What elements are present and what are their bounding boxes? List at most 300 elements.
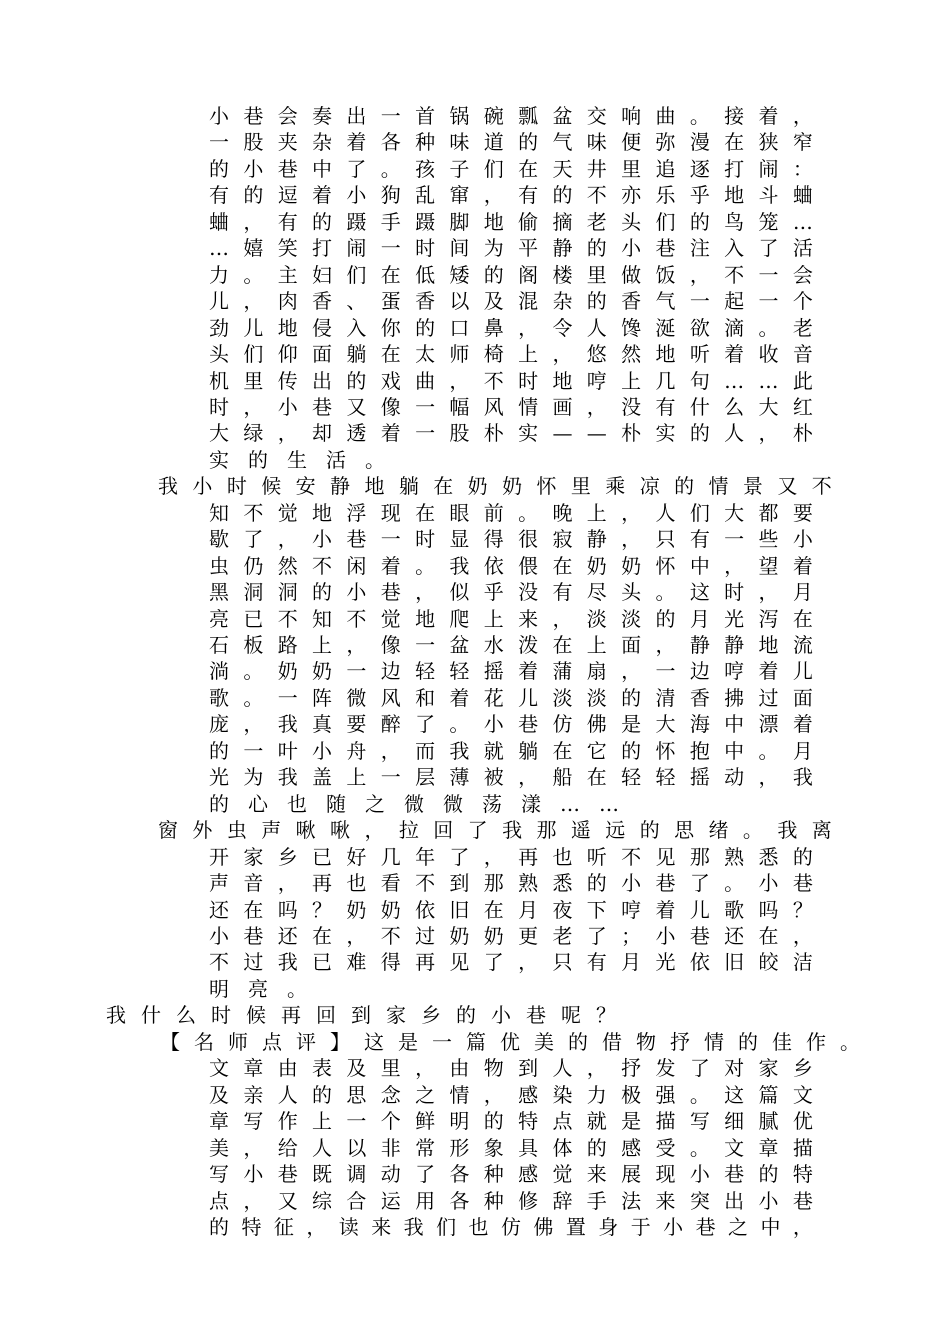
text-char: 绿 xyxy=(243,421,264,446)
text-char: 静 xyxy=(330,474,351,499)
text-char: 由 xyxy=(277,1056,298,1081)
text-char: 乎 xyxy=(483,580,504,605)
text-char: 道 xyxy=(483,130,504,155)
text-char: 借 xyxy=(602,1029,622,1054)
text-char: 的 xyxy=(586,289,607,314)
text-char: 活 xyxy=(326,447,346,472)
text-char: 清 xyxy=(655,685,676,710)
text-char: 淡 xyxy=(586,685,607,710)
text-char: 仍 xyxy=(243,553,264,578)
text-char: 已 xyxy=(312,950,333,975)
text-char: 情 xyxy=(704,1029,724,1054)
text-char: 着 xyxy=(655,897,676,922)
text-char: 着 xyxy=(724,342,745,366)
text-char: 不 xyxy=(415,871,436,895)
text-char: 由 xyxy=(449,1056,470,1081)
text-char: 来 xyxy=(518,606,539,631)
text-char: 中 xyxy=(724,712,745,737)
text-char: 中 xyxy=(312,156,333,181)
text-char: 文 xyxy=(724,1135,745,1160)
text-char: 描 xyxy=(792,1135,813,1160)
text-char: 不 xyxy=(811,474,832,499)
text-char: 生 xyxy=(287,447,307,472)
text-char: 蹑 xyxy=(346,209,367,234)
text-char: 和 xyxy=(415,685,436,710)
text-char: 形 xyxy=(449,1135,470,1160)
text-char: 肉 xyxy=(277,289,298,314)
text-char: ： xyxy=(792,156,813,181)
text-char: 力 xyxy=(209,262,229,287)
text-line xyxy=(209,368,813,394)
text-char: ， xyxy=(758,765,779,790)
text-char: 、 xyxy=(346,289,367,314)
text-char: 在 xyxy=(380,262,401,287)
text-char: 淡 xyxy=(586,606,607,631)
text-char: 及 xyxy=(346,1056,367,1081)
text-char: 鸟 xyxy=(724,209,745,234)
text-char: 一 xyxy=(346,659,367,684)
text-char: 体 xyxy=(552,1135,573,1160)
text-char: 打 xyxy=(312,236,333,261)
text-char: 展 xyxy=(621,1162,642,1186)
text-char: 地 xyxy=(483,209,504,234)
text-char: 笑 xyxy=(277,236,298,261)
text-char: 们 xyxy=(483,156,504,181)
text-char: 及 xyxy=(483,289,504,314)
text-char: ， xyxy=(277,527,298,552)
text-char: 巷 xyxy=(380,580,401,605)
text-char: 扇 xyxy=(586,659,607,684)
text-char: 怀 xyxy=(655,738,676,763)
text-char: 【 xyxy=(160,1029,180,1054)
text-char: 会 xyxy=(277,104,298,128)
text-char: 的 xyxy=(483,1109,504,1134)
text-char: 入 xyxy=(346,315,367,340)
text-char: 蒲 xyxy=(552,659,573,684)
text-char: 见 xyxy=(655,844,676,869)
text-char: ， xyxy=(277,871,298,895)
text-char: 些 xyxy=(758,527,779,552)
text-char: ， xyxy=(621,527,642,552)
text-char: 奏 xyxy=(312,104,333,128)
text-char: 嬉 xyxy=(243,236,264,261)
text-char: 美 xyxy=(534,1029,554,1054)
text-char: 哼 xyxy=(621,897,642,922)
text-char: 小 xyxy=(277,394,298,419)
text-char: 受 xyxy=(655,1135,676,1160)
text-char: 鼻 xyxy=(483,315,504,340)
text-line xyxy=(106,1002,616,1028)
text-char: 的 xyxy=(312,209,333,234)
text-char: 时 xyxy=(211,1003,231,1028)
text-char: 欲 xyxy=(689,315,710,340)
text-char: 师 xyxy=(228,1029,248,1054)
text-char: 身 xyxy=(598,1214,619,1239)
text-char: 在 xyxy=(518,156,539,181)
text-char: ， xyxy=(243,289,264,314)
text-char: 着 xyxy=(380,553,401,578)
text-char: 混 xyxy=(518,289,539,314)
text-char: 。 xyxy=(758,738,779,763)
text-char: 随 xyxy=(326,791,346,816)
text-char: 我 xyxy=(277,765,298,790)
text-char: 蛋 xyxy=(380,289,401,314)
text-char: 间 xyxy=(449,236,470,261)
text-char: 要 xyxy=(792,500,813,525)
text-char: 此 xyxy=(792,368,813,393)
text-char: 旧 xyxy=(724,950,745,975)
text-char: 下 xyxy=(586,897,607,922)
text-char: 悠 xyxy=(586,342,607,366)
text-char: 离 xyxy=(811,818,832,843)
text-char: 个 xyxy=(380,1109,401,1134)
text-char: 师 xyxy=(449,342,470,366)
text-char: 佳 xyxy=(772,1029,792,1054)
text-char: 。 xyxy=(840,1029,860,1054)
text-char: 也 xyxy=(552,844,573,869)
text-char: 却 xyxy=(312,421,333,446)
text-char: 荡 xyxy=(482,791,502,816)
text-char: 过 xyxy=(243,950,264,975)
text-char: ， xyxy=(689,262,710,287)
text-line xyxy=(209,235,813,261)
text-char: 优 xyxy=(500,1029,520,1054)
text-char: 的 xyxy=(586,871,607,895)
text-char: 在 xyxy=(433,474,454,499)
text-char: 难 xyxy=(346,950,367,975)
text-char: 已 xyxy=(312,844,333,869)
text-char: 。 xyxy=(689,1135,710,1160)
text-char: ， xyxy=(243,209,264,234)
text-char: 奶 xyxy=(467,474,488,499)
text-char: 我 xyxy=(403,1214,424,1239)
text-char: 地 xyxy=(758,633,779,657)
text-char: 斗 xyxy=(758,183,779,208)
text-char: 强 xyxy=(655,1082,676,1107)
text-char: 再 xyxy=(415,950,436,975)
text-char: … xyxy=(599,791,619,816)
text-char: 没 xyxy=(518,580,539,605)
text-char: 怀 xyxy=(655,553,676,578)
text-char: 熟 xyxy=(518,871,539,895)
text-char: 曲 xyxy=(655,104,676,128)
text-char: 到 xyxy=(518,1056,539,1081)
text-char: 庞 xyxy=(209,712,229,737)
text-char: 声 xyxy=(209,871,229,895)
text-char: 着 xyxy=(758,104,779,128)
text-char: 光 xyxy=(209,765,229,790)
text-char: 不 xyxy=(586,183,607,208)
text-char: 回 xyxy=(316,1003,336,1028)
text-char: 在 xyxy=(552,738,573,763)
text-char: 置 xyxy=(565,1214,586,1239)
text-char: 做 xyxy=(621,262,642,287)
text-char: 我 xyxy=(106,1003,126,1028)
text-char: 的 xyxy=(689,209,710,234)
text-char: 躺 xyxy=(398,474,419,499)
text-line xyxy=(209,394,813,420)
text-char: 一 xyxy=(689,289,710,314)
text-char: 没 xyxy=(621,394,642,419)
text-char: ， xyxy=(518,950,539,975)
text-char: 股 xyxy=(243,130,264,155)
text-char: 淌 xyxy=(209,659,229,684)
text-char: ， xyxy=(552,606,573,631)
text-char: 写 xyxy=(243,1109,264,1134)
text-char: 回 xyxy=(433,818,454,843)
text-char: 这 xyxy=(724,1082,745,1107)
text-char: 老 xyxy=(792,315,813,340)
text-char: 的 xyxy=(248,447,268,472)
text-char: 在 xyxy=(243,897,264,922)
text-char: 有 xyxy=(689,527,710,552)
text-char: 里 xyxy=(380,1056,401,1081)
text-char: 物 xyxy=(483,1056,504,1081)
text-char: 的 xyxy=(568,1029,588,1054)
text-char: 手 xyxy=(380,209,401,234)
text-char: 实 xyxy=(655,421,676,446)
text-line xyxy=(209,1055,813,1081)
text-char: 的 xyxy=(209,156,229,181)
text-char: 小 xyxy=(758,1188,779,1213)
text-char: 们 xyxy=(243,342,264,366)
text-char: 啾 xyxy=(330,818,351,843)
text-char: 花 xyxy=(483,685,504,710)
text-char: 常 xyxy=(415,1135,436,1160)
text-char: 面 xyxy=(312,342,333,366)
text-char: 种 xyxy=(483,1162,504,1186)
text-char: 人 xyxy=(655,500,676,525)
text-char: 着 xyxy=(449,685,470,710)
text-char: 什 xyxy=(689,394,710,419)
text-char: ， xyxy=(552,342,573,366)
text-char: 风 xyxy=(483,394,504,419)
text-char: 之 xyxy=(415,1082,436,1107)
text-char: 家 xyxy=(386,1003,406,1028)
text-char: 舟 xyxy=(346,738,367,763)
text-char: 朴 xyxy=(483,421,504,446)
text-char: 佛 xyxy=(586,712,607,737)
text-char: 洞 xyxy=(277,580,298,605)
text-char: 在 xyxy=(380,342,401,366)
text-char: 香 xyxy=(415,289,436,314)
text-char: 地 xyxy=(415,606,436,631)
text-char: 气 xyxy=(552,130,573,155)
text-char: 我 xyxy=(277,712,298,737)
text-char: 侵 xyxy=(312,315,333,340)
text-char: 篇 xyxy=(466,1029,486,1054)
text-char: 在 xyxy=(552,633,573,657)
text-char: 听 xyxy=(689,342,710,366)
text-line xyxy=(209,711,813,737)
text-char: 很 xyxy=(518,527,539,552)
text-char: 了 xyxy=(346,156,367,181)
text-char: 一 xyxy=(758,289,779,314)
text-char: 地 xyxy=(552,368,573,393)
text-char: 地 xyxy=(655,342,676,366)
text-char: 在 xyxy=(586,765,607,790)
text-char: 各 xyxy=(449,1162,470,1186)
text-char: 音 xyxy=(792,342,813,366)
text-line xyxy=(209,923,813,949)
text-char: 呢 xyxy=(561,1003,581,1028)
text-char: ， xyxy=(655,633,676,657)
text-char: 月 xyxy=(518,897,539,922)
text-char: 乱 xyxy=(415,183,436,208)
text-char: 孩 xyxy=(415,156,436,181)
text-char: 了 xyxy=(483,950,504,975)
text-char: 奶 xyxy=(449,923,470,948)
text-char: 一 xyxy=(380,765,401,790)
text-char: 光 xyxy=(724,606,745,631)
text-char: ， xyxy=(483,1082,504,1107)
text-line xyxy=(209,976,813,1002)
text-char: 你 xyxy=(380,315,401,340)
text-char: 脚 xyxy=(449,209,470,234)
text-char: 觉 xyxy=(380,606,401,631)
text-char: 是 xyxy=(621,1109,642,1134)
text-char: 现 xyxy=(655,1162,676,1186)
text-char: 大 xyxy=(758,394,779,419)
text-char: 巷 xyxy=(277,1162,298,1186)
text-line xyxy=(160,1029,860,1055)
text-char: 里 xyxy=(586,262,607,287)
text-char: 奶 xyxy=(621,553,642,578)
text-char: … xyxy=(209,236,229,261)
text-char: 闹 xyxy=(758,156,779,181)
text-char: 描 xyxy=(655,1109,676,1134)
text-line xyxy=(209,579,813,605)
text-char: 乡 xyxy=(277,844,298,869)
text-char: 一 xyxy=(724,527,745,552)
text-line xyxy=(209,182,813,208)
text-char: 香 xyxy=(312,289,333,314)
text-char: 安 xyxy=(295,474,316,499)
text-char: 写 xyxy=(689,1109,710,1134)
text-char: 尽 xyxy=(586,580,607,605)
text-char: 微 xyxy=(404,791,424,816)
text-char: 味 xyxy=(586,130,607,155)
text-char: 碗 xyxy=(483,104,504,128)
text-char: 】 xyxy=(330,1029,350,1054)
text-char: 闲 xyxy=(346,553,367,578)
text-char: 于 xyxy=(630,1214,651,1239)
text-char: 都 xyxy=(758,500,779,525)
text-char: 腻 xyxy=(758,1109,779,1134)
text-char: 。 xyxy=(243,262,264,287)
text-char: 一 xyxy=(380,104,401,128)
text-char: 便 xyxy=(621,130,642,155)
text-char: 月 xyxy=(792,738,813,763)
text-char: 之 xyxy=(728,1214,748,1239)
text-char: 躺 xyxy=(346,342,367,366)
text-char: 天 xyxy=(552,156,573,181)
text-line xyxy=(209,658,813,684)
text-char: 了 xyxy=(415,1162,436,1186)
text-char: 着 xyxy=(792,553,813,578)
text-char: 时 xyxy=(724,580,745,605)
text-char: 小 xyxy=(209,104,229,128)
text-char: 读 xyxy=(338,1214,359,1239)
text-char: 真 xyxy=(312,712,333,737)
text-char: 表 xyxy=(312,1056,333,1081)
text-char: 着 xyxy=(312,183,333,208)
text-char: 不 xyxy=(483,368,504,393)
text-char: 种 xyxy=(415,130,436,155)
text-char: 闹 xyxy=(346,236,367,261)
text-char: 到 xyxy=(351,1003,371,1028)
text-char: 轻 xyxy=(449,659,470,684)
text-char: 景 xyxy=(742,474,763,499)
text-char: 个 xyxy=(792,289,813,314)
text-char: 得 xyxy=(380,950,401,975)
text-line xyxy=(209,1161,813,1187)
text-char: 红 xyxy=(792,394,813,419)
text-char: 情 xyxy=(708,474,729,499)
text-char: 寂 xyxy=(552,527,573,552)
text-char: 一 xyxy=(415,633,436,657)
text-char: 逗 xyxy=(277,183,298,208)
text-char: 蛐 xyxy=(792,183,813,208)
text-char: 会 xyxy=(792,262,813,287)
text-char: 具 xyxy=(518,1135,539,1160)
text-char: 光 xyxy=(655,950,676,975)
text-char: 乐 xyxy=(655,183,676,208)
text-char: 远 xyxy=(605,818,626,843)
text-char: 月 xyxy=(792,580,813,605)
text-char: 象 xyxy=(483,1135,504,1160)
text-char: 儿 xyxy=(792,659,813,684)
text-char: 的 xyxy=(415,315,436,340)
text-char: 在 xyxy=(415,500,436,525)
text-char: ， xyxy=(586,1056,607,1081)
text-char: 小 xyxy=(346,183,367,208)
text-char: 几 xyxy=(380,844,401,869)
text-char: 轻 xyxy=(655,765,676,790)
text-char: 滴 xyxy=(724,315,745,340)
text-char: 调 xyxy=(346,1162,367,1186)
text-char: 然 xyxy=(621,342,642,366)
text-char: 低 xyxy=(415,262,436,287)
text-line xyxy=(209,420,813,446)
text-char: 的 xyxy=(483,262,504,287)
text-char: 的 xyxy=(738,1029,758,1054)
text-line xyxy=(209,500,813,526)
text-char: ？ xyxy=(312,897,333,922)
text-char: 入 xyxy=(724,236,745,261)
text-line xyxy=(209,209,813,235)
text-char: 又 xyxy=(777,474,798,499)
text-char: 石 xyxy=(209,633,229,657)
text-char: 好 xyxy=(346,844,367,869)
text-char: 一 xyxy=(415,421,436,446)
text-char: 轻 xyxy=(621,765,642,790)
text-char: 了 xyxy=(689,1056,710,1081)
text-char: 。 xyxy=(449,712,470,737)
text-char: 小 xyxy=(758,871,779,895)
text-char: 老 xyxy=(586,209,607,234)
text-char: 流 xyxy=(792,633,813,657)
text-char: 机 xyxy=(209,368,229,393)
text-char: 曲 xyxy=(415,368,436,393)
text-char: 乎 xyxy=(689,183,710,208)
text-char: 馋 xyxy=(621,315,642,340)
text-char: 夹 xyxy=(277,130,298,155)
text-char: 感 xyxy=(518,1082,539,1107)
text-char: 儿 xyxy=(689,897,710,922)
text-char: 乡 xyxy=(792,1056,813,1081)
text-char: 巷 xyxy=(312,394,333,419)
